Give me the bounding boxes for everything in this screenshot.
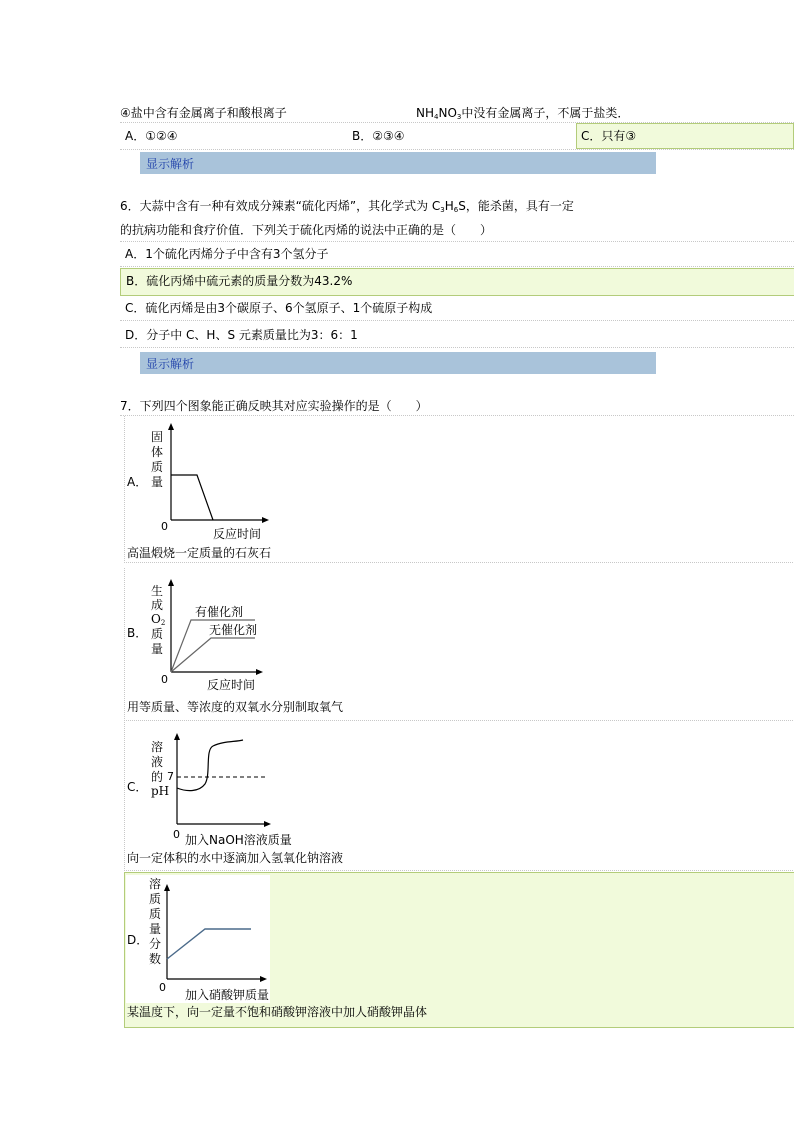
q7-a-x-arrow — [262, 517, 269, 523]
q7-a-xlabel: 反应时间 — [213, 527, 262, 541]
q7-d-ylabel-1: 溶 — [149, 877, 162, 891]
q7-a-ylabel-2: 体 — [151, 445, 164, 459]
q6-stem-line2: 的抗病功能和食疗价值．下列关于硫化丙烯的说法中正确的是（ ） — [120, 223, 493, 237]
q7-d-xlabel: 加入硝酸钾质量 — [185, 988, 270, 1002]
q7-c-curve — [177, 740, 243, 791]
q7-c-xlabel: 加入NaOH溶液质量 — [185, 833, 292, 847]
q7-d-ylabel-6: 数 — [149, 952, 162, 966]
q7-c-ylabel-1: 溶 — [151, 740, 164, 754]
q5-option-b[interactable]: B．②③④ — [352, 129, 405, 143]
q7-option-c[interactable] — [124, 722, 794, 871]
q5-option-a[interactable]: A．①②④ — [125, 129, 178, 143]
q7-c-ylabel-2: 液 — [151, 755, 164, 769]
q6-option-d-label: D．分子中 C、H、S 元素质量比为3：6：1 — [125, 328, 358, 342]
q7-c-letter: C． — [127, 780, 148, 794]
q7-b-graph — [125, 568, 285, 683]
q7-c-ylabel-3: 的 — [151, 770, 164, 784]
q7-b-x-arrow — [256, 669, 263, 675]
q7-a-ylabel-4: 量 — [151, 475, 164, 489]
q7-d-graph — [125, 873, 285, 993]
q7-a-ylabel-3: 质 — [151, 460, 164, 474]
q7-d-origin: 0 — [159, 981, 166, 994]
q7-b-xlabel: 反应时间 — [207, 678, 256, 692]
q7-d-y-arrow — [164, 884, 170, 891]
q6-option-b[interactable] — [120, 268, 794, 296]
q7-b-line-catalyst — [171, 620, 258, 672]
q7-a-ylabel-1: 固 — [151, 430, 164, 444]
q7-option-d[interactable] — [124, 872, 794, 1028]
q7-b-ylabel-4: 量 — [151, 642, 164, 656]
q7-d-caption: 某温度下，向一定量不饱和硝酸钾溶液中加人硝酸钾晶体 — [127, 1005, 428, 1019]
q6-option-d[interactable] — [120, 323, 794, 348]
q6-option-a[interactable] — [120, 241, 794, 267]
q5-options-row — [120, 122, 794, 150]
q7-d-curve — [167, 929, 251, 959]
q5-statement-4: ④盐中含有金属离子和酸根离子 — [120, 106, 287, 120]
q7-c-origin: 0 — [173, 828, 180, 841]
q7-b-ylabel-o2: $O_2$ — [151, 612, 166, 627]
q7-a-graph — [125, 416, 285, 531]
q7-b-series-catalyst: 有催化剂 — [195, 605, 244, 619]
q7-a-caption: 高温煅烧一定质量的石灰石 — [127, 546, 272, 560]
q7-a-origin: 0 — [161, 520, 168, 533]
q7-b-ylabel-2: 成 — [151, 598, 164, 612]
q7-b-ylabel-3: 质 — [151, 627, 164, 641]
q5-option-c-label: C．只有③ — [581, 129, 637, 143]
q7-b-ylabel-1: 生 — [151, 584, 164, 598]
q7-b-origin: 0 — [161, 673, 168, 686]
q7-b-series-no-catalyst: 无催化剂 — [209, 623, 258, 637]
q7-d-ylabel-3: 质 — [149, 907, 162, 921]
q5-show-analysis-button[interactable] — [140, 152, 656, 174]
q7-d-letter: D． — [127, 933, 149, 947]
q6-show-analysis-button[interactable] — [140, 352, 656, 374]
q7-b-line-no-catalyst — [171, 638, 255, 672]
q7-c-graph — [125, 722, 285, 834]
q7-c-ylabel-ph: pH — [151, 784, 170, 798]
q7-b-y-arrow — [168, 579, 174, 586]
q7-a-y-arrow — [168, 423, 174, 430]
q6-show-analysis-label: 显示解析 — [146, 357, 195, 371]
q7-c-x-arrow — [264, 821, 271, 827]
q6-option-a-label: A．1个硫化丙烯分子中含有3个氢分子 — [125, 247, 329, 261]
q7-b-letter: B． — [127, 626, 148, 640]
q7-stem: 7．下列四个图象能正确反映其对应实验操作的是（ ） — [120, 399, 428, 413]
q5-statement-4-note: $NH_4NO_3$中没有金属离子，不属于盐类． — [416, 106, 630, 121]
q6-option-c-label: C．硫化丙烯是由3个碳原子、6个氢原子、1个硫原子构成 — [125, 301, 433, 315]
q6-option-b-label: B．硫化丙烯中硫元素的质量分数为43.2% — [126, 274, 353, 288]
q7-d-x-arrow — [260, 976, 267, 982]
q7-option-b[interactable] — [124, 568, 794, 721]
q7-d-ylabel-5: 分 — [149, 937, 162, 951]
q7-c-caption: 向一定体积的水中逐滴加入氢氧化钠溶液 — [127, 851, 344, 865]
q7-c-y-arrow — [174, 733, 180, 740]
q5-show-analysis-label: 显示解析 — [146, 157, 195, 171]
q7-d-ylabel-4: 量 — [149, 922, 162, 936]
q7-c-tick-7: 7 — [167, 770, 174, 783]
q7-b-caption: 用等质量、等浓度的双氧水分别制取氧气 — [127, 700, 344, 714]
q5-option-c[interactable] — [576, 123, 794, 149]
q6-option-c[interactable] — [120, 296, 794, 321]
q7-d-ylabel-2: 质 — [149, 892, 162, 906]
q6-stem-line1: 6．大蒜中含有一种有效成分辣素“硫化丙烯”，其化学式为 $C_3H_6S$，能杀菌，具有一定 — [120, 199, 574, 214]
q7-a-letter: A． — [127, 475, 148, 489]
q7-a-curve — [171, 475, 213, 520]
q7-option-a[interactable] — [124, 416, 794, 563]
